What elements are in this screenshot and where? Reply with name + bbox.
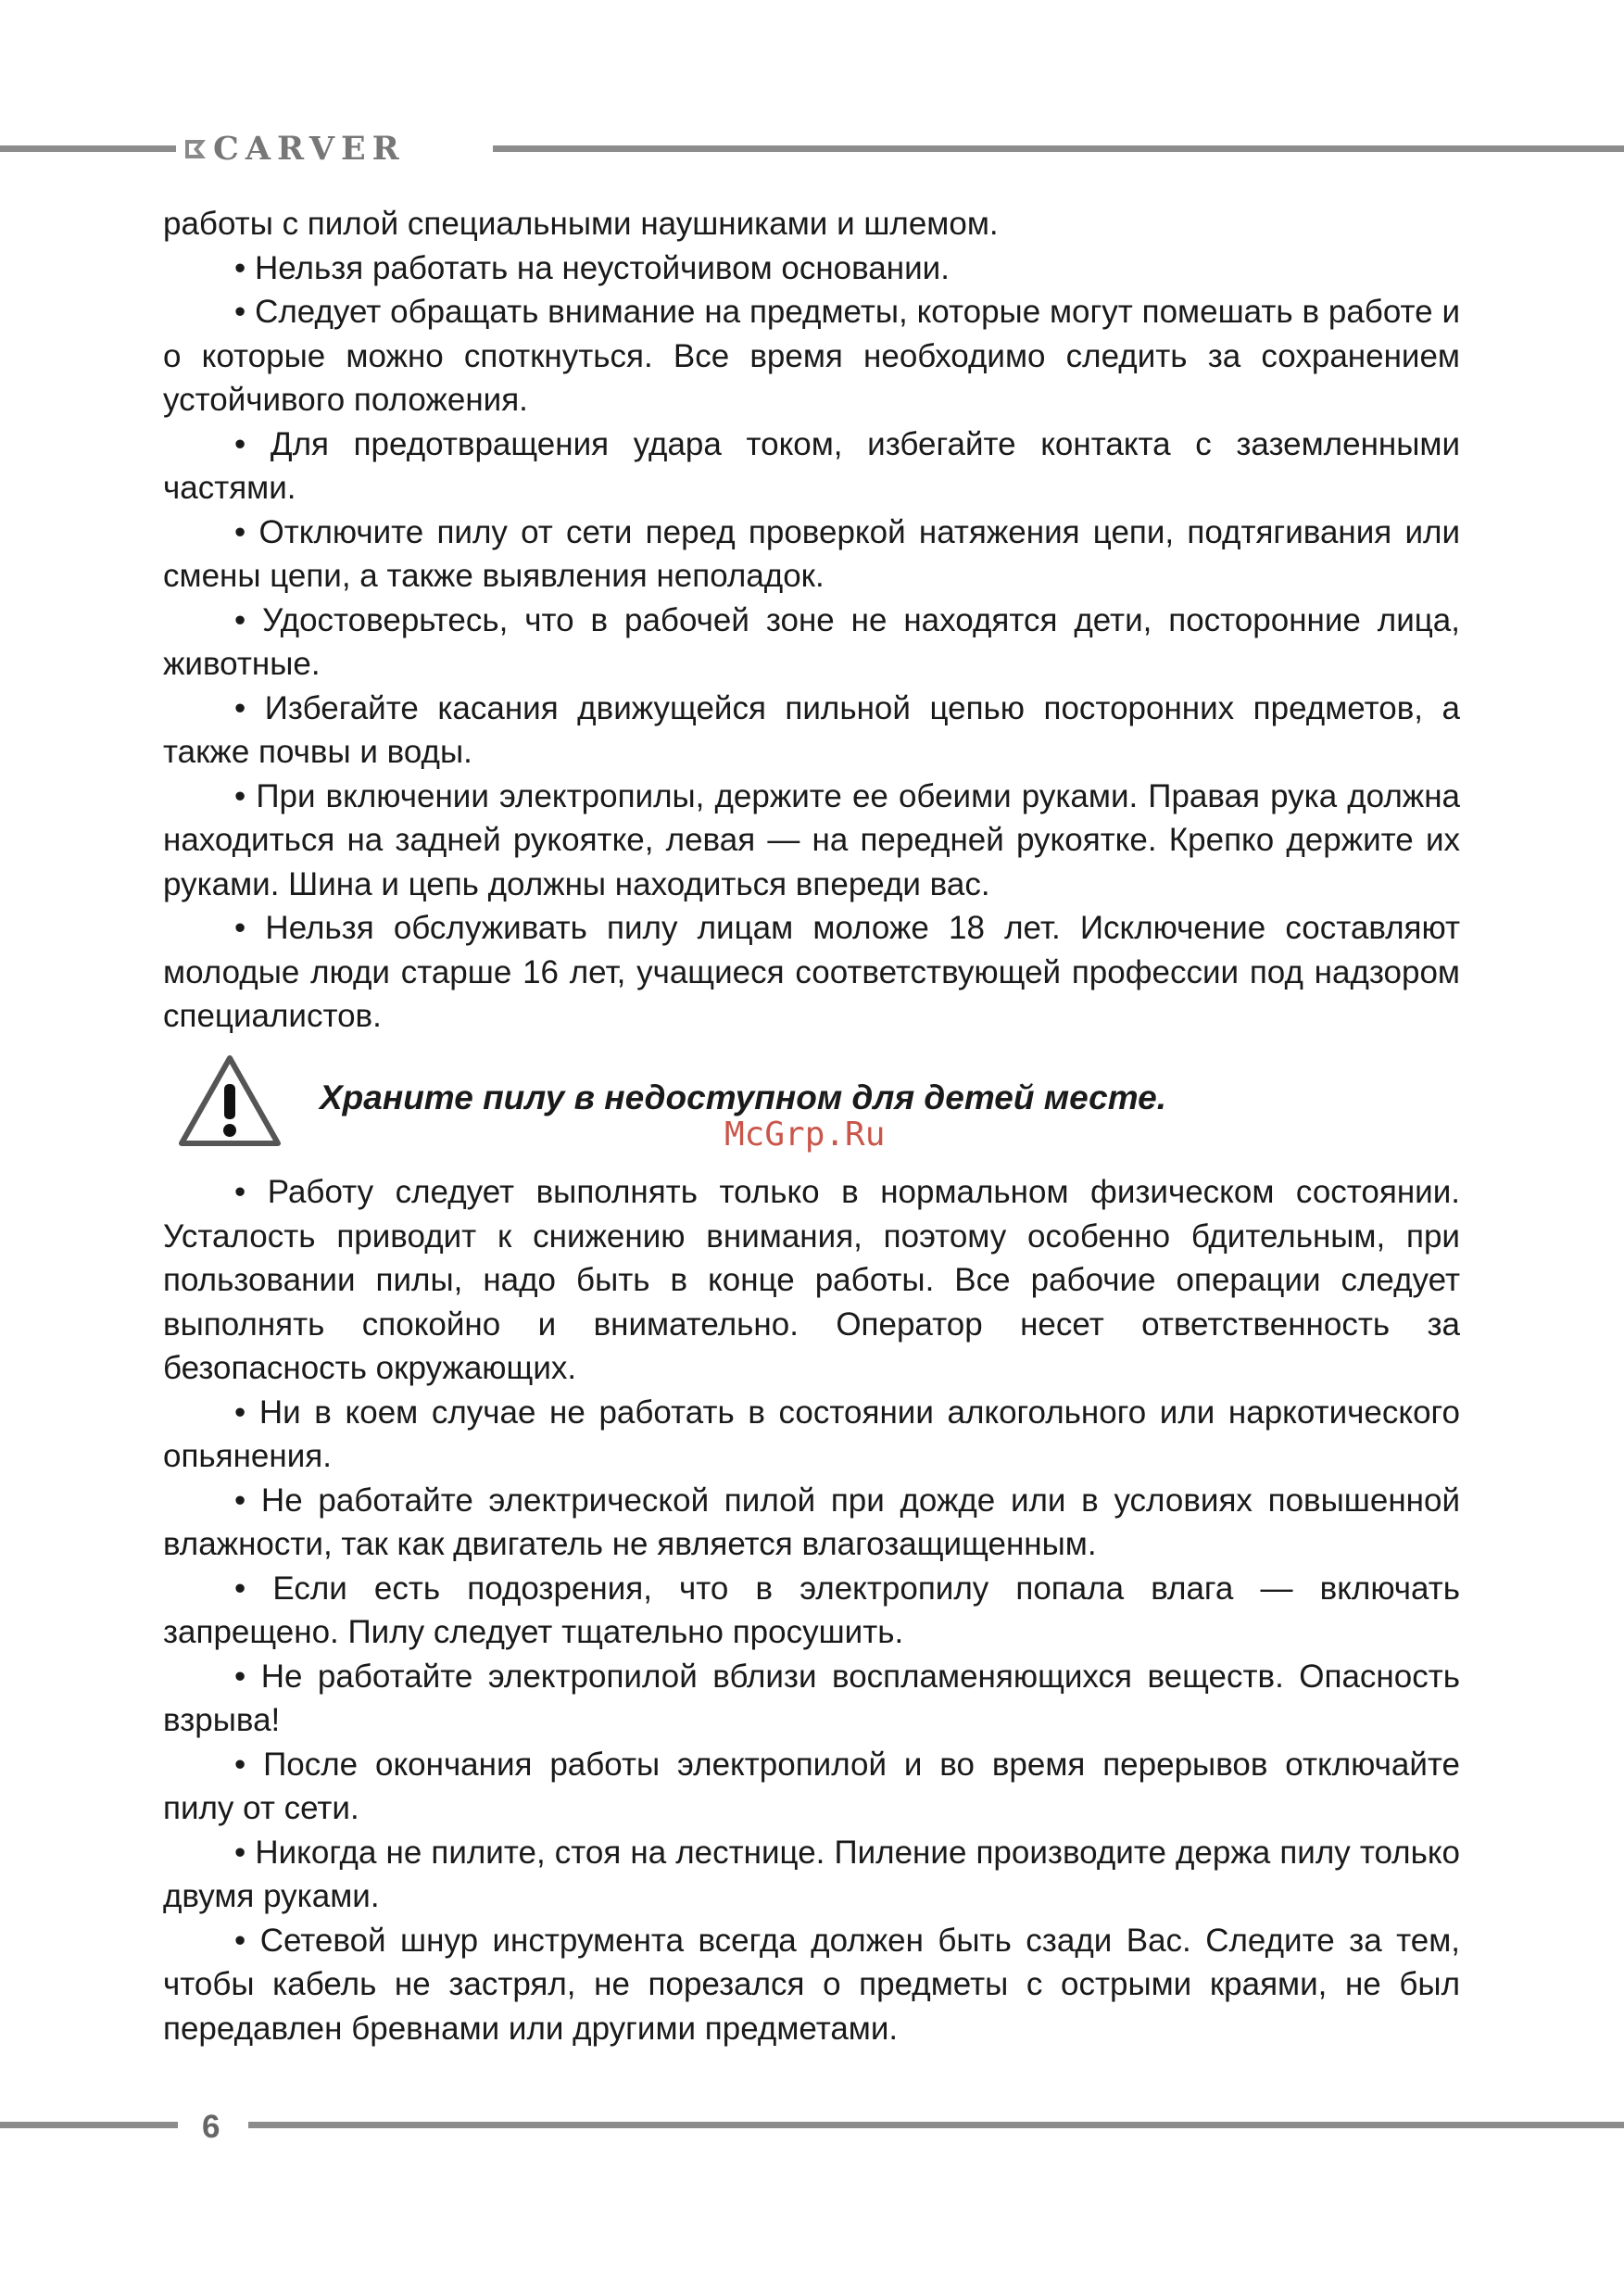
paragraph: • Для предотвращения удара током, избегайте контакта с заземленными частями.: [163, 425, 1460, 506]
paragraph: • Нельзя обслуживать пилу лицам моложе 18 лет. Исключение составляют молодые люди старше 16 лет, учащиеся соответствующей профессии под надзором специалистов.: [163, 910, 1460, 1034]
brand-logo: [185, 130, 406, 168]
brand-name: CARVER: [213, 130, 406, 168]
header-rule-right: [493, 145, 1624, 152]
paragraph: • Нельзя работать на неустойчивом основании.: [234, 249, 950, 286]
paragraph: • Ни в коем случае не работать в состоянии алкогольного или наркотического опьянения.: [163, 1394, 1460, 1474]
watermark-text: McGrp.Ru: [724, 1116, 886, 1154]
paragraph: • Удостоверьтесь, что в рабочей зоне не находятся дети, посторонние лица, животные.: [163, 601, 1460, 682]
warning-text: Храните пилу в недоступном для детей месте.: [320, 1078, 1166, 1116]
carver-logo-icon: [185, 138, 208, 160]
paragraph: • Избегайте касания движущейся пильной цепью посторонних предметов, а также почвы и воды.: [163, 689, 1460, 770]
paragraph: • Отключите пилу от сети перед проверкой натяжения цепи, подтягивания или смены цепи, а также выявления неполадок.: [163, 513, 1460, 594]
paragraph: работы с пилой специальными наушниками и шлемом.: [163, 206, 999, 242]
body-text-bottom: [163, 1170, 1460, 2050]
paragraph: • Сетевой шнур инструмента всегда должен быть сзади Вас. Следите за тем, чтобы кабель не застрял, не порезался о предметы с острыми краями, не был передавлен бревнами или другими предметами.: [163, 1922, 1460, 2047]
paragraph: • Следует обращать внимание на предметы, которые могут помешать в работе и о которые можно споткнуться. Все время необходимо следить за сохранением устойчивого положения.: [163, 294, 1460, 418]
footer-rule-right: [248, 2122, 1624, 2128]
paragraph: • После окончания работы электропилой и во время перерывов отключайте пилу от сети.: [163, 1746, 1460, 1826]
paragraph: • При включении электропилы, держите ее обеими руками. Правая рука должна находиться на задней рукоятке, левая — на передней рукоятке. Крепко держите их руками. Шина и цепь должны находиться впереди вас.: [163, 777, 1460, 902]
footer-rule-left: [0, 2122, 178, 2128]
warning-triangle-icon: [176, 1053, 283, 1149]
header-rule-left: [0, 145, 176, 152]
page-number: 6: [202, 2109, 220, 2145]
body-text-top: [163, 202, 1460, 1039]
paragraph: • Не работайте электрической пилой при дожде или в условиях повышенной влажности, так как двигатель не является влагозащищенным.: [163, 1482, 1460, 1562]
paragraph: • Работу следует выполнять только в нормальном физическом состоянии. Усталость приводит к снижению внимания, поэтому особенно бдительным, при пользовании пилы, надо быть в конце работы. Все рабочие операции следует выполнять спокойно и внимательно. Оператор несет ответственность за безопасность окружающих.: [163, 1174, 1460, 1386]
paragraph: • Не работайте электропилой вблизи воспламеняющихся веществ. Опасность взрыва!: [163, 1658, 1460, 1738]
paragraph: • Если есть подозрения, что в электропилу попала влага — включать запрещено. Пилу следует тщательно просушить.: [163, 1570, 1460, 1650]
paragraph: • Никогда не пилите, стоя на лестнице. Пиление производите держа пилу только двумя руками.: [163, 1834, 1460, 1914]
